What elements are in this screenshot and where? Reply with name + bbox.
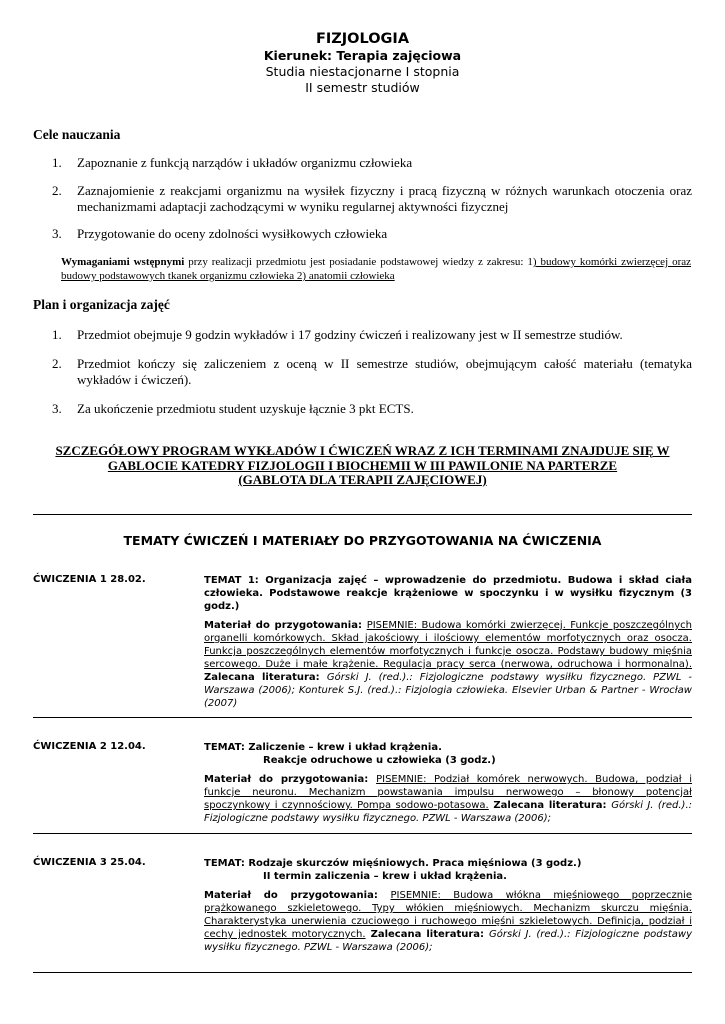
program-notice-line: SZCZEGÓŁOWY PROGRAM WYKŁADÓW I ĆWICZEŃ WRAZ Z ICH TERMINAMI ZNAJDUJE SIĘ W bbox=[55, 443, 670, 458]
literature-label: Zalecana literatura: bbox=[204, 672, 327, 683]
list-item-number: 3. bbox=[52, 401, 62, 416]
list-item bbox=[52, 226, 692, 242]
divider bbox=[33, 972, 692, 973]
materials-text: PISEMNIE: Budowa komórki zwierzęcej. Funkcje poszczególnych organelli komórkowych. Skład jakościowy i ilościowy elementów morfotycznych oraz osocza. Funkcja poszczególnych elementów morfotycznych i funkcje osocza. Podstawy budowy mięśnia sercowego. Duże i małe krążenie. Regulacja pracy serca (nerwowa, odruchowa i hormonalna). bbox=[204, 620, 692, 670]
goals-list bbox=[52, 155, 692, 254]
divider bbox=[33, 833, 692, 834]
program-notice bbox=[33, 444, 692, 488]
plan-list bbox=[52, 327, 692, 429]
prerequisites bbox=[61, 255, 691, 283]
list-item-text: Zapoznanie z funkcją narządów i układów organizmu człowieka bbox=[77, 155, 413, 170]
list-item bbox=[52, 155, 692, 171]
literature-text: Górski J. (red.).: Fizjologiczne podstawy wysiłku fizycznego. PZWL - Warszawa (2006); bbox=[204, 929, 693, 953]
divider bbox=[33, 514, 692, 515]
list-item-text: Przedmiot kończy się zaliczeniem z oceną w II semestrze studiów, obejmującym całość materiału (tematyka wykładów i ćwiczeń). bbox=[77, 356, 692, 387]
list-item bbox=[52, 183, 692, 215]
list-item-text: Przedmiot obejmuje 9 godzin wykładów i 17 godziny ćwiczeń i realizowany jest w II semestrze studiów. bbox=[77, 327, 623, 342]
exercise-materials bbox=[204, 773, 692, 825]
document-title: FIZJOLOGIA bbox=[315, 31, 410, 47]
literature-label: Zalecana literatura: bbox=[488, 800, 612, 811]
materials-label: Materiał do przygotowania: bbox=[204, 774, 377, 785]
list-item-number: 2. bbox=[52, 356, 62, 371]
prerequisites-label: Wymaganiami wstępnymi bbox=[61, 256, 185, 268]
exercises-section-title: TEMATY ĆWICZEŃ I MATERIAŁY DO PRZYGOTOWANIA NA ĆWICZENIA bbox=[123, 533, 602, 548]
divider bbox=[33, 717, 692, 718]
exercise-topic: TEMAT: Zaliczenie – krew i układ krążenia. bbox=[204, 742, 442, 753]
exercise-materials bbox=[204, 619, 692, 710]
materials-label: Materiał do przygotowania: bbox=[204, 890, 391, 901]
document-header bbox=[0, 30, 725, 96]
exercise-materials bbox=[204, 889, 692, 954]
exercise-topic: TEMAT: Rodzaje skurczów mięśniowych. Praca mięśniowa (3 godz.) bbox=[204, 858, 582, 869]
exercise-subtopic: Reakcje odruchowe u człowieka (3 godz.) bbox=[263, 755, 496, 766]
literature-text: Górski J. (red.).: Fizjologiczne podstawy wysiłku fizycznego. PZWL - Warszawa (2006); bbox=[204, 800, 692, 824]
materials-text: PISEMNIE: Podział komórek nerwowych. Budowa, podział i funkcje neuronu. Mechanizm powstawania impulsu nerwowego – błonowy potencjał spoczynkowy i czynnościowy. Pompa sodowo-potasowa. bbox=[204, 774, 692, 811]
exercise-body bbox=[204, 741, 692, 825]
exercise-label: ĆWICZENIA 2 12.04. bbox=[33, 741, 146, 752]
literature-text: Górski J. (red.).: Fizjologiczne podstawy wysiłku fizycznego. PZWL - Warszawa (2006); Konturek S.J. (red.).: Fizjologia człowieka. Elsevier Urban & Partner - Wrocław (2007) bbox=[204, 672, 692, 709]
materials-label: Materiał do przygotowania: bbox=[204, 620, 367, 631]
section-title-plan: Plan i organizacja zajęć bbox=[33, 297, 170, 312]
field-of-study: Kierunek: Terapia zajęciowa bbox=[263, 48, 462, 63]
program-notice-line: (GABLOTA DLA TERAPII ZAJĘCIOWEJ) bbox=[238, 472, 487, 487]
list-item-text: Przygotowanie do oceny zdolności wysiłkowych człowieka bbox=[77, 226, 388, 241]
materials-text: PISEMNIE: Budowa włókna mięśniowego poprzecznie prążkowanego szkieletowego. Typy włókien mięśniowych. Mechanizm skurczu mięśnia. Charakterystyka unerwienia czuciowego i ruchowego mięśni szkieletowych. Definicja, podział i cechy jednostek motorycznych. bbox=[204, 890, 692, 940]
exercise-subtopic: II termin zaliczenia – krew i układ krążenia. bbox=[263, 871, 507, 882]
list-item bbox=[52, 327, 692, 343]
exercise-label: ĆWICZENIA 1 28.02. bbox=[33, 574, 146, 585]
exercise-body bbox=[204, 857, 692, 954]
list-item-number: 3. bbox=[52, 226, 62, 241]
semester: II semestr studiów bbox=[305, 80, 420, 95]
literature-label: Zalecana literatura: bbox=[365, 929, 490, 940]
list-item bbox=[52, 356, 692, 388]
list-item bbox=[52, 401, 692, 417]
exercise-label: ĆWICZENIA 3 25.04. bbox=[33, 857, 146, 868]
program-notice-line: GABLOCIE KATEDRY FIZJOLOGII I BIOCHEMII W III PAWILONIE NA PARTERZE bbox=[107, 457, 618, 473]
list-item-number: 1. bbox=[52, 327, 62, 342]
list-item-text: Za ukończenie przedmiotu student uzyskuje łącznie 3 pkt ECTS. bbox=[77, 401, 414, 416]
list-item-text: Zaznajomienie z reakcjami organizmu na wysiłek fizyczny i pracą fizyczną w różnych warunkach otoczenia oraz mechanizmami adaptacji zachodzącymi w wyniku regularnej aktywności fizycznej bbox=[77, 183, 692, 214]
prerequisites-topics: ) budowy komórki zwierzęcej oraz budowy podstawowych tkanek organizmu człowieka 2) anatomii człowieka bbox=[61, 256, 691, 282]
prerequisites-text: przy realizacji przedmiotu jest posiadanie podstawowej wiedzy z zakresu: 1 bbox=[184, 256, 533, 268]
exercise-topic: TEMAT 1: Organizacja zajęć – wprowadzenie do przedmiotu. Budowa i skład ciała człowieka. Podstawowe reakcje krążeniowe w spoczynku i w wysiłku fizycznym (3 godz.) bbox=[204, 575, 692, 612]
list-item-number: 1. bbox=[52, 155, 62, 170]
study-mode: Studia niestacjonarne I stopnia bbox=[265, 64, 460, 79]
section-title-goals: Cele nauczania bbox=[33, 127, 121, 142]
exercise-body bbox=[204, 574, 692, 710]
list-item-number: 2. bbox=[52, 183, 62, 198]
